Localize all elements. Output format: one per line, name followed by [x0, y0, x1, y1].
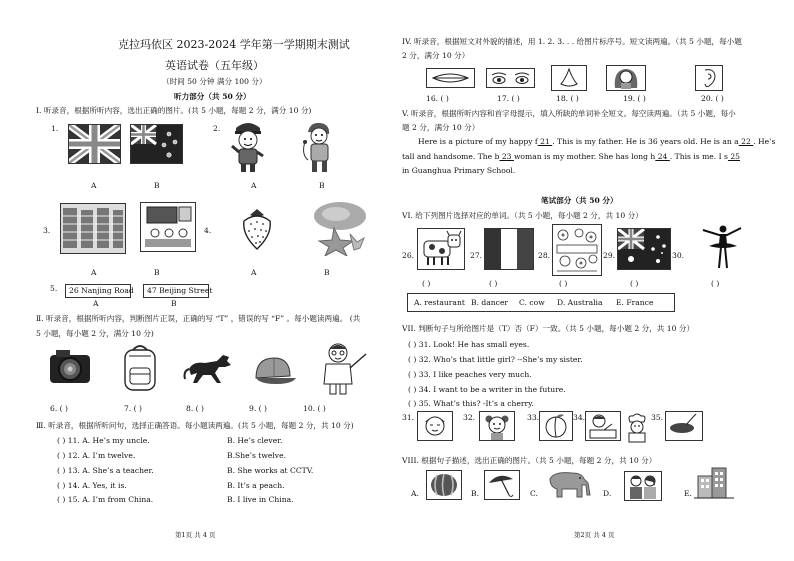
q12-option-b: B.She’s twelve.: [227, 451, 286, 460]
passage-line-3: in Guanghua Primary School.: [402, 166, 516, 175]
chef-picture: [623, 413, 651, 443]
australia-flag-picture: [617, 228, 671, 270]
q35-statement: ( ) 35. What’s this? -It’s a cherry.: [408, 399, 534, 408]
q28-answer[interactable]: ( ): [559, 279, 568, 288]
q2-number: 2.: [213, 124, 221, 133]
q14-option-b: B. It’s a peach.: [227, 481, 285, 490]
option-d: D. Australia: [557, 298, 603, 307]
q1-label-b: B: [154, 181, 160, 190]
france-flag-picture: [484, 228, 534, 270]
option-e-label: E.: [684, 489, 692, 498]
q14-question: ( ) 14. A. Yes, it is.: [57, 481, 127, 490]
q33-number: 33.: [527, 413, 540, 422]
backpack-picture: [121, 344, 159, 392]
ballet-dancer-picture: [699, 222, 745, 270]
library-picture: [60, 203, 126, 254]
q10-answer[interactable]: 10. ( ): [303, 404, 326, 413]
section-8-instruction: VIII. 根据句子描述，选出正确的图片。（共 5 小题，每题 2 分，共 10 分）: [402, 456, 657, 465]
q5-number: 5.: [50, 284, 58, 293]
eyes-picture: [486, 68, 535, 88]
address-box-a: [65, 284, 134, 298]
address-box-b: [143, 284, 213, 298]
peach-picture: [539, 411, 573, 441]
writer-picture: [585, 411, 621, 441]
family-picture: [624, 471, 662, 501]
classroom-picture: [140, 202, 196, 252]
word-bank-box: [407, 293, 675, 312]
building-picture: [694, 466, 734, 500]
q1-number: 1.: [51, 124, 59, 133]
police-officer-picture: [228, 118, 268, 174]
q26-number: 26.: [402, 251, 415, 260]
passage-2a: tall and handsome. The b: [402, 152, 500, 161]
small-eyes-boy-picture: [417, 411, 453, 441]
q34-statement: ( ) 34. I want to be a writer in the future.: [408, 385, 566, 394]
page-1-footer: 第1页 共 4 页: [175, 531, 216, 539]
exam-title: 克拉玛依区 2023-2024 学年第一学期期末测试: [118, 38, 350, 51]
q4-label-a: A: [251, 268, 257, 277]
blank-25[interactable]: 25: [727, 152, 740, 161]
q31-statement: ( ) 31. Look! He has small eyes.: [408, 340, 530, 349]
passage-line-2: [402, 152, 740, 161]
listening-header: 听力部分（共 50 分）: [174, 92, 251, 101]
address-b-text: 47 Beijing Street: [147, 286, 213, 295]
q2-label-a: A: [251, 181, 257, 190]
section-6-instruction: VI. 给下列图片选择对应的单词。（共 5 小题，每小题 2 分，共 10 分）: [402, 211, 643, 220]
q11-option-b: B. He’s clever.: [227, 436, 283, 445]
q33-statement: ( ) 33. I like peaches very much.: [408, 370, 532, 379]
q26-answer[interactable]: ( ): [422, 279, 431, 288]
q19-answer[interactable]: 19. ( ): [623, 94, 646, 103]
passage-1c: . He’s: [753, 137, 776, 146]
blank-21[interactable]: 21: [537, 137, 553, 146]
q5-label-b: B: [171, 299, 177, 308]
restaurant-picture: [552, 224, 602, 276]
section-1-instruction: Ⅰ. 听录音，根据所听内容，选出正确的图片。(共 5 小题，每题 2 分，满分 10 分): [36, 106, 312, 115]
uk-flag-picture: [68, 124, 121, 164]
q32-statement: ( ) 32. Who’s that little girl? --She’s my sister.: [408, 355, 583, 364]
q3-label-b: B: [154, 268, 160, 277]
q28-number: 28.: [538, 251, 551, 260]
q27-number: 27.: [470, 251, 483, 260]
q15-question: ( ) 15. A. I’m from China.: [57, 495, 154, 504]
option-a-label: A.: [411, 489, 419, 498]
q6-answer[interactable]: 6. ( ): [50, 404, 68, 413]
mouth-picture: [426, 68, 475, 88]
watermelon-picture: [426, 470, 462, 500]
q2-label-b: B: [319, 181, 325, 190]
q5-label-a: A: [93, 299, 99, 308]
blank-22[interactable]: 22: [738, 137, 754, 146]
camera-picture: [48, 347, 92, 387]
blank-24[interactable]: 24: [655, 152, 670, 161]
q4-number: 4.: [204, 226, 212, 235]
q27-answer[interactable]: ( ): [489, 279, 498, 288]
option-c-label: C.: [530, 489, 538, 498]
time-note: （时间 50 分钟 满分 100 分）: [162, 77, 267, 86]
passage-line-1: [418, 137, 775, 146]
q29-answer[interactable]: ( ): [630, 279, 639, 288]
section-3-instruction: Ⅲ. 听录音，根据所听问句，选择正确答语。每小题读两遍。(共 5 小题，每题 2 分，共 10 分): [36, 421, 354, 430]
singer-picture: [298, 118, 338, 174]
page-2: [397, 0, 794, 561]
page-2-footer: 第2页 共 4 页: [574, 531, 615, 539]
new-zealand-flag-picture: [130, 124, 183, 164]
elephant-picture: [544, 469, 594, 501]
umbrella-picture: [484, 470, 520, 500]
q9-answer[interactable]: 9. ( ): [249, 404, 267, 413]
q3-number: 3.: [43, 226, 51, 235]
q34-number: 34.: [573, 413, 586, 422]
address-a-text: 26 Nanjing Road: [69, 286, 134, 295]
ear-picture: [695, 65, 723, 91]
blank-23[interactable]: 23: [499, 152, 514, 161]
q32-number: 32.: [463, 413, 476, 422]
section-7-instruction: VII. 判断句子与所给图片是（T）否（F）一致。（共 5 小题，每小题 2 分，共 10 分）: [402, 324, 695, 333]
section-4-instruction: IV. 听录音，根据短文对外貌的描述，用 1. 2. 3. . . 给图片标序号。短文读两遍。（共 5 小题，每小题: [402, 37, 742, 46]
q18-answer[interactable]: 18. ( ): [556, 94, 579, 103]
q13-question: ( ) 13. A. She’s a teacher.: [57, 466, 154, 475]
section-2-instruction-cont: 5 小题，每小题 2 分，满分 10 分): [36, 329, 154, 338]
q31-number: 31.: [402, 413, 415, 422]
q29-number: 29.: [603, 251, 616, 260]
passage-1a: Here is a picture of my happy f: [418, 137, 538, 146]
q20-answer[interactable]: 20. ( ): [701, 94, 724, 103]
passage-2c: . This is me. I s: [669, 152, 728, 161]
exam-subtitle: 英语试卷（五年级）: [165, 59, 264, 72]
starfruit-picture: [302, 198, 372, 256]
section-5-instruction: V. 听录音，根据所听内容和首字母提示，填入所缺的单词补全短文。每空读两遍。（共 5 小题，每小: [402, 109, 736, 118]
writing-header: 笔试部分（共 50 分）: [541, 196, 618, 205]
section-2-instruction: Ⅱ. 听录音，根据所听内容，判断图片正误，正确的写 “T” ，错误的写 “F” 。每小题读两遍。 (共: [36, 314, 361, 323]
nose-picture: [551, 65, 587, 91]
cherry-picture: [665, 411, 703, 441]
girl-picture: [479, 411, 515, 441]
q35-number: 35.: [651, 413, 664, 422]
q17-answer[interactable]: 17. ( ): [497, 94, 520, 103]
q13-option-b: B. She works at CCTV.: [227, 466, 314, 475]
q8-answer[interactable]: 8. ( ): [186, 404, 204, 413]
section-4-instruction-cont: 2 分，满分 10 分）: [402, 51, 470, 60]
passage-1b: . This is my father. He is 36 years old. He is an a: [552, 137, 739, 146]
q11-question: ( ) 11. A. He’s my uncle.: [57, 436, 150, 445]
q12-question: ( ) 12. A. I’m twelve.: [57, 451, 136, 460]
q7-answer[interactable]: 7. ( ): [124, 404, 142, 413]
passage-2b: woman is my mother. She has long h: [513, 152, 656, 161]
option-b-label: B.: [471, 489, 479, 498]
section-5-instruction-cont: 题 2 分，满分 10 分）: [402, 123, 480, 132]
horse-picture: [183, 351, 235, 385]
q30-answer[interactable]: ( ): [711, 279, 720, 288]
option-e: E. France: [616, 298, 654, 307]
option-c: C. cow: [519, 298, 545, 307]
q4-label-b: B: [324, 268, 330, 277]
option-b: B. dancer: [471, 298, 509, 307]
strawberry-picture: [240, 207, 274, 251]
cow-picture: [417, 228, 465, 270]
option-a: A. restaurant: [414, 298, 465, 307]
long-hair-girl-picture: [606, 65, 646, 91]
q1-label-a: A: [91, 181, 97, 190]
cap-picture: [252, 354, 298, 388]
q16-answer[interactable]: 16. ( ): [426, 94, 449, 103]
q15-option-b: B. I live in China.: [227, 495, 294, 504]
q3-label-a: A: [91, 268, 97, 277]
teacher-picture: [318, 340, 370, 396]
q30-number: 30.: [672, 251, 685, 260]
option-d-label: D.: [603, 489, 612, 498]
